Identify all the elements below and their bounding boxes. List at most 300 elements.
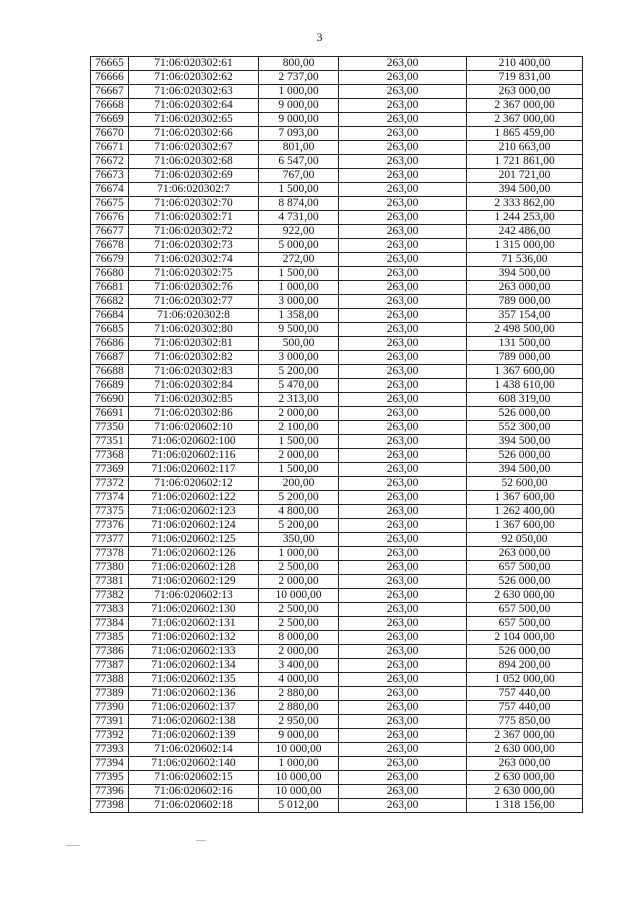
price-cell: 263,00: [339, 351, 467, 365]
total-cell: 263 000,00: [467, 757, 583, 771]
cadastral-number-cell: 71:06:020602:117: [129, 463, 259, 477]
table-row: [91, 393, 583, 407]
area-cell: 9 000,00: [259, 99, 339, 113]
table-row: [91, 701, 583, 715]
plot-number-cell: 77391: [91, 715, 129, 729]
area-cell: 2 500,00: [259, 561, 339, 575]
area-cell: 5 012,00: [259, 799, 339, 813]
total-cell: 757 440,00: [467, 701, 583, 715]
total-cell: 71 536,00: [467, 253, 583, 267]
price-cell: 263,00: [339, 617, 467, 631]
price-cell: 263,00: [339, 729, 467, 743]
price-cell: 263,00: [339, 183, 467, 197]
table-row: [91, 533, 583, 547]
total-cell: 263 000,00: [467, 547, 583, 561]
plot-number-cell: 76691: [91, 407, 129, 421]
plot-number-cell: 76679: [91, 253, 129, 267]
area-cell: 1 500,00: [259, 435, 339, 449]
cadastral-number-cell: 71:06:020302:70: [129, 197, 259, 211]
table-row: [91, 365, 583, 379]
cadastral-number-cell: 71:06:020302:71: [129, 211, 259, 225]
cadastral-number-cell: 71:06:020302:74: [129, 253, 259, 267]
plot-number-cell: 76686: [91, 337, 129, 351]
total-cell: 526 000,00: [467, 407, 583, 421]
total-cell: 52 600,00: [467, 477, 583, 491]
cadastral-number-cell: 71:06:020302:86: [129, 407, 259, 421]
area-cell: 272,00: [259, 253, 339, 267]
cadastral-number-cell: 71:06:020602:15: [129, 771, 259, 785]
total-cell: 2 498 500,00: [467, 323, 583, 337]
price-cell: 263,00: [339, 253, 467, 267]
price-cell: 263,00: [339, 715, 467, 729]
total-cell: 2 367 000,00: [467, 99, 583, 113]
table-row: [91, 659, 583, 673]
area-cell: 8 000,00: [259, 631, 339, 645]
cadastral-number-cell: 71:06:020302:64: [129, 99, 259, 113]
total-cell: 657 500,00: [467, 603, 583, 617]
area-cell: 3 000,00: [259, 351, 339, 365]
cadastral-number-cell: 71:06:020602:116: [129, 449, 259, 463]
plot-number-cell: 77376: [91, 519, 129, 533]
table-row: [91, 337, 583, 351]
table-row: [91, 57, 583, 71]
total-cell: 2 630 000,00: [467, 785, 583, 799]
cadastral-number-cell: 71:06:020302:81: [129, 337, 259, 351]
price-cell: 263,00: [339, 743, 467, 757]
cadastral-number-cell: 71:06:020302:65: [129, 113, 259, 127]
page-number: 3: [316, 30, 323, 44]
plot-number-cell: 76670: [91, 127, 129, 141]
price-cell: 263,00: [339, 281, 467, 295]
table-row: [91, 645, 583, 659]
area-cell: 3 400,00: [259, 659, 339, 673]
cadastral-number-cell: 71:06:020602:130: [129, 603, 259, 617]
table-row: [91, 379, 583, 393]
table-row: [91, 449, 583, 463]
price-cell: 263,00: [339, 337, 467, 351]
price-cell: 263,00: [339, 267, 467, 281]
table-row: [91, 127, 583, 141]
area-cell: 1 358,00: [259, 309, 339, 323]
price-cell: 263,00: [339, 127, 467, 141]
table-row: [91, 155, 583, 169]
price-cell: 263,00: [339, 673, 467, 687]
table-row: [91, 547, 583, 561]
table-row: [91, 323, 583, 337]
area-cell: 1 500,00: [259, 267, 339, 281]
area-cell: 800,00: [259, 57, 339, 71]
area-cell: 200,00: [259, 477, 339, 491]
plot-number-cell: 76672: [91, 155, 129, 169]
total-cell: 1 438 610,00: [467, 379, 583, 393]
total-cell: 1 367 600,00: [467, 365, 583, 379]
cadastral-number-cell: 71:06:020602:10: [129, 421, 259, 435]
price-cell: 263,00: [339, 589, 467, 603]
cadastral-number-cell: 71:06:020602:126: [129, 547, 259, 561]
area-cell: 2 000,00: [259, 575, 339, 589]
cadastral-number-cell: 71:06:020302:69: [129, 169, 259, 183]
scan-mark: [66, 845, 80, 846]
cadastral-number-cell: 71:06:020602:100: [129, 435, 259, 449]
price-cell: 263,00: [339, 211, 467, 225]
price-cell: 263,00: [339, 197, 467, 211]
table-row: [91, 113, 583, 127]
total-cell: 1 367 600,00: [467, 519, 583, 533]
total-cell: 210 663,00: [467, 141, 583, 155]
price-cell: 263,00: [339, 785, 467, 799]
total-cell: 1 244 253,00: [467, 211, 583, 225]
table-row: [91, 183, 583, 197]
total-cell: 2 104 000,00: [467, 631, 583, 645]
table-row: [91, 267, 583, 281]
table-row: [91, 141, 583, 155]
table-row: [91, 225, 583, 239]
table-row: [91, 71, 583, 85]
plot-number-cell: 76684: [91, 309, 129, 323]
plot-number-cell: 77395: [91, 771, 129, 785]
total-cell: 789 000,00: [467, 351, 583, 365]
plot-number-cell: 77351: [91, 435, 129, 449]
table-row: [91, 99, 583, 113]
table-row: [91, 799, 583, 813]
cadastral-number-cell: 71:06:020602:139: [129, 729, 259, 743]
total-cell: 263 000,00: [467, 85, 583, 99]
cadastral-number-cell: 71:06:020302:84: [129, 379, 259, 393]
area-cell: 6 547,00: [259, 155, 339, 169]
area-cell: 4 800,00: [259, 505, 339, 519]
price-cell: 263,00: [339, 323, 467, 337]
plot-number-cell: 76673: [91, 169, 129, 183]
area-cell: 1 000,00: [259, 757, 339, 771]
price-cell: 263,00: [339, 113, 467, 127]
total-cell: 210 400,00: [467, 57, 583, 71]
table-row: [91, 505, 583, 519]
cadastral-number-cell: 71:06:020602:133: [129, 645, 259, 659]
cadastral-number-cell: 71:06:020302:75: [129, 267, 259, 281]
area-cell: 1 000,00: [259, 547, 339, 561]
plot-number-cell: 76676: [91, 211, 129, 225]
price-cell: 263,00: [339, 225, 467, 239]
area-cell: 5 470,00: [259, 379, 339, 393]
total-cell: 394 500,00: [467, 267, 583, 281]
cadastral-number-cell: 71:06:020602:14: [129, 743, 259, 757]
area-cell: 9 000,00: [259, 729, 339, 743]
price-cell: 263,00: [339, 379, 467, 393]
total-cell: 2 367 000,00: [467, 729, 583, 743]
cadastral-number-cell: 71:06:020302:63: [129, 85, 259, 99]
total-cell: 789 000,00: [467, 295, 583, 309]
total-cell: 201 721,00: [467, 169, 583, 183]
total-cell: 526 000,00: [467, 449, 583, 463]
plot-number-cell: 77374: [91, 491, 129, 505]
plot-number-cell: 77389: [91, 687, 129, 701]
total-cell: 657 500,00: [467, 617, 583, 631]
total-cell: 2 333 862,00: [467, 197, 583, 211]
area-cell: 2 000,00: [259, 449, 339, 463]
table-row: [91, 673, 583, 687]
area-cell: 2 313,00: [259, 393, 339, 407]
cadastral-number-cell: 71:06:020302:8: [129, 309, 259, 323]
price-cell: 263,00: [339, 463, 467, 477]
total-cell: 1 865 459,00: [467, 127, 583, 141]
table-row: [91, 491, 583, 505]
total-cell: 1 052 000,00: [467, 673, 583, 687]
area-cell: 1 500,00: [259, 183, 339, 197]
plot-number-cell: 76667: [91, 85, 129, 99]
plot-number-cell: 76690: [91, 393, 129, 407]
plot-number-cell: 76678: [91, 239, 129, 253]
total-cell: 1 318 156,00: [467, 799, 583, 813]
total-cell: 552 300,00: [467, 421, 583, 435]
table-row: [91, 589, 583, 603]
plot-number-cell: 77377: [91, 533, 129, 547]
cadastral-number-cell: 71:06:020302:77: [129, 295, 259, 309]
cadastral-number-cell: 71:06:020302:61: [129, 57, 259, 71]
plot-number-cell: 77396: [91, 785, 129, 799]
cadastral-number-cell: 71:06:020302:85: [129, 393, 259, 407]
price-cell: 263,00: [339, 701, 467, 715]
cadastral-number-cell: 71:06:020602:136: [129, 687, 259, 701]
area-cell: 2 880,00: [259, 701, 339, 715]
area-cell: 2 950,00: [259, 715, 339, 729]
table-row: [91, 631, 583, 645]
area-cell: 5 200,00: [259, 491, 339, 505]
price-cell: 263,00: [339, 435, 467, 449]
cadastral-number-cell: 71:06:020602:125: [129, 533, 259, 547]
table-row: [91, 603, 583, 617]
cadastral-number-cell: 71:06:020602:18: [129, 799, 259, 813]
total-cell: 757 440,00: [467, 687, 583, 701]
plot-number-cell: 76666: [91, 71, 129, 85]
table-row: [91, 771, 583, 785]
area-cell: 10 000,00: [259, 589, 339, 603]
area-cell: 2 500,00: [259, 617, 339, 631]
price-cell: 263,00: [339, 477, 467, 491]
price-cell: 263,00: [339, 561, 467, 575]
total-cell: 526 000,00: [467, 575, 583, 589]
price-cell: 263,00: [339, 771, 467, 785]
total-cell: 2 630 000,00: [467, 589, 583, 603]
area-cell: 2 737,00: [259, 71, 339, 85]
scan-mark: [196, 840, 206, 841]
area-cell: 3 000,00: [259, 295, 339, 309]
area-cell: 2 000,00: [259, 407, 339, 421]
table-row: [91, 239, 583, 253]
plot-number-cell: 77368: [91, 449, 129, 463]
table-row: [91, 421, 583, 435]
total-cell: 2 630 000,00: [467, 743, 583, 757]
table-row: [91, 351, 583, 365]
cadastral-number-cell: 71:06:020302:62: [129, 71, 259, 85]
price-cell: 263,00: [339, 99, 467, 113]
plot-number-cell: 77378: [91, 547, 129, 561]
price-cell: 263,00: [339, 519, 467, 533]
plot-number-cell: 77372: [91, 477, 129, 491]
table-row: [91, 715, 583, 729]
total-cell: 1 367 600,00: [467, 491, 583, 505]
price-cell: 263,00: [339, 645, 467, 659]
plot-number-cell: 76685: [91, 323, 129, 337]
price-cell: 263,00: [339, 365, 467, 379]
total-cell: 608 319,00: [467, 393, 583, 407]
area-cell: 2 500,00: [259, 603, 339, 617]
cadastral-number-cell: 71:06:020302:80: [129, 323, 259, 337]
area-cell: 500,00: [259, 337, 339, 351]
area-cell: 10 000,00: [259, 771, 339, 785]
cadastral-number-cell: 71:06:020602:122: [129, 491, 259, 505]
plot-number-cell: 76687: [91, 351, 129, 365]
total-cell: 719 831,00: [467, 71, 583, 85]
cadastral-number-cell: 71:06:020602:137: [129, 701, 259, 715]
area-cell: 9 500,00: [259, 323, 339, 337]
plot-number-cell: 77382: [91, 589, 129, 603]
plot-number-cell: 77384: [91, 617, 129, 631]
plot-number-cell: 76681: [91, 281, 129, 295]
table-row: [91, 687, 583, 701]
table-row: [91, 463, 583, 477]
price-cell: 263,00: [339, 71, 467, 85]
total-cell: 1 315 000,00: [467, 239, 583, 253]
table-row: [91, 785, 583, 799]
area-cell: 10 000,00: [259, 743, 339, 757]
table-row: [91, 435, 583, 449]
table-row: [91, 743, 583, 757]
plot-number-cell: 76669: [91, 113, 129, 127]
cadastral-number-cell: 71:06:020302:76: [129, 281, 259, 295]
price-cell: 263,00: [339, 659, 467, 673]
plot-number-cell: 76677: [91, 225, 129, 239]
table-row: [91, 575, 583, 589]
price-cell: 263,00: [339, 687, 467, 701]
cadastral-number-cell: 71:06:020302:68: [129, 155, 259, 169]
plot-number-cell: 76682: [91, 295, 129, 309]
plot-number-cell: 76675: [91, 197, 129, 211]
land-plot-table: [90, 56, 583, 813]
table-row: [91, 309, 583, 323]
area-cell: 5 000,00: [259, 239, 339, 253]
plot-number-cell: 77387: [91, 659, 129, 673]
area-cell: 2 000,00: [259, 645, 339, 659]
area-cell: 9 000,00: [259, 113, 339, 127]
cadastral-number-cell: 71:06:020302:72: [129, 225, 259, 239]
plot-number-cell: 77350: [91, 421, 129, 435]
price-cell: 263,00: [339, 449, 467, 463]
table-row: [91, 519, 583, 533]
table-row: [91, 197, 583, 211]
price-cell: 263,00: [339, 169, 467, 183]
total-cell: 92 050,00: [467, 533, 583, 547]
area-cell: 2 880,00: [259, 687, 339, 701]
total-cell: 1 721 861,00: [467, 155, 583, 169]
total-cell: 131 500,00: [467, 337, 583, 351]
price-cell: 263,00: [339, 533, 467, 547]
price-cell: 263,00: [339, 141, 467, 155]
plot-number-cell: 77392: [91, 729, 129, 743]
plot-number-cell: 76674: [91, 183, 129, 197]
area-cell: 4 731,00: [259, 211, 339, 225]
plot-number-cell: 77369: [91, 463, 129, 477]
plot-number-cell: 77381: [91, 575, 129, 589]
total-cell: 357 154,00: [467, 309, 583, 323]
price-cell: 263,00: [339, 309, 467, 323]
plot-number-cell: 77394: [91, 757, 129, 771]
table-row: [91, 85, 583, 99]
price-cell: 263,00: [339, 631, 467, 645]
price-cell: 263,00: [339, 393, 467, 407]
area-cell: 1 000,00: [259, 85, 339, 99]
total-cell: 2 367 000,00: [467, 113, 583, 127]
price-cell: 263,00: [339, 155, 467, 169]
price-cell: 263,00: [339, 505, 467, 519]
area-cell: 2 100,00: [259, 421, 339, 435]
cadastral-number-cell: 71:06:020602:13: [129, 589, 259, 603]
price-cell: 263,00: [339, 491, 467, 505]
total-cell: 394 500,00: [467, 183, 583, 197]
plot-number-cell: 76688: [91, 365, 129, 379]
table-row: [91, 477, 583, 491]
table-row: [91, 253, 583, 267]
plot-number-cell: 77388: [91, 673, 129, 687]
price-cell: 263,00: [339, 757, 467, 771]
area-cell: 1 000,00: [259, 281, 339, 295]
price-cell: 263,00: [339, 575, 467, 589]
table-row: [91, 169, 583, 183]
table-row: [91, 407, 583, 421]
plot-number-cell: 77393: [91, 743, 129, 757]
table-row: [91, 295, 583, 309]
cadastral-number-cell: 71:06:020602:140: [129, 757, 259, 771]
total-cell: 526 000,00: [467, 645, 583, 659]
cadastral-number-cell: 71:06:020602:123: [129, 505, 259, 519]
total-cell: 775 850,00: [467, 715, 583, 729]
cadastral-number-cell: 71:06:020602:135: [129, 673, 259, 687]
cadastral-number-cell: 71:06:020602:134: [129, 659, 259, 673]
table-row: [91, 617, 583, 631]
total-cell: 263 000,00: [467, 281, 583, 295]
cadastral-number-cell: 71:06:020602:128: [129, 561, 259, 575]
plot-number-cell: 77385: [91, 631, 129, 645]
area-cell: 5 200,00: [259, 519, 339, 533]
plot-number-cell: 76668: [91, 99, 129, 113]
total-cell: 894 200,00: [467, 659, 583, 673]
plot-number-cell: 77390: [91, 701, 129, 715]
price-cell: 263,00: [339, 547, 467, 561]
total-cell: 394 500,00: [467, 435, 583, 449]
total-cell: 394 500,00: [467, 463, 583, 477]
cadastral-number-cell: 71:06:020302:82: [129, 351, 259, 365]
total-cell: 2 630 000,00: [467, 771, 583, 785]
cadastral-number-cell: 71:06:020302:7: [129, 183, 259, 197]
plot-number-cell: 76665: [91, 57, 129, 71]
table-row: [91, 561, 583, 575]
price-cell: 263,00: [339, 407, 467, 421]
cadastral-number-cell: 71:06:020302:73: [129, 239, 259, 253]
price-cell: 263,00: [339, 85, 467, 99]
area-cell: 801,00: [259, 141, 339, 155]
area-cell: 4 000,00: [259, 673, 339, 687]
area-cell: 8 874,00: [259, 197, 339, 211]
area-cell: 767,00: [259, 169, 339, 183]
cadastral-number-cell: 71:06:020602:16: [129, 785, 259, 799]
area-cell: 922,00: [259, 225, 339, 239]
total-cell: 657 500,00: [467, 561, 583, 575]
plot-number-cell: 77386: [91, 645, 129, 659]
plot-number-cell: 76680: [91, 267, 129, 281]
area-cell: 5 200,00: [259, 365, 339, 379]
plot-number-cell: 77380: [91, 561, 129, 575]
total-cell: 1 262 400,00: [467, 505, 583, 519]
cadastral-number-cell: 71:06:020302:67: [129, 141, 259, 155]
